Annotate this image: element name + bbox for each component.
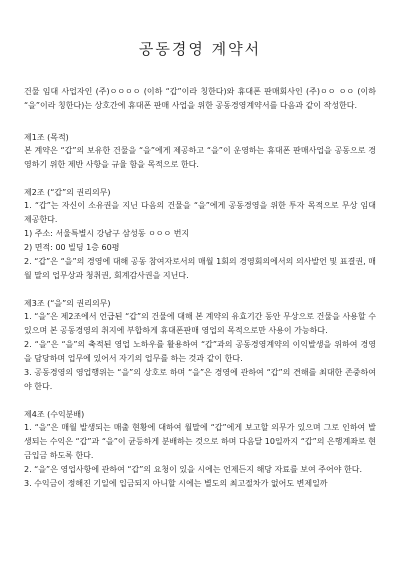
article-heading: 제4조 (수익분배) <box>24 410 85 419</box>
article-clause: 3. 공동경영의 영업행위는 “을”의 상호로 하며 “을”은 경영에 관하여 “갑”의 견해를 최대한 존중하여야 한다. <box>24 368 376 391</box>
article-heading: 제3조 (“을”의 권리의무) <box>24 299 111 308</box>
section-article-2 <box>24 186 376 283</box>
document-title: 공동경영 계약서 <box>138 40 262 58</box>
article-clause: 1. “을”은 제2조에서 언급된 “갑”의 건물에 대해 본 계약의 유효기간 동안 무상으로 건물을 사용할 수 있으며 본 공동경영의 취지에 부합하게 휴대폰판매 영업의 목적으로만 사용이 가능하다. <box>24 312 376 335</box>
article-heading: 제2조 (“갑”의 권리의무) <box>24 188 111 197</box>
section-article-1 <box>24 131 376 172</box>
article-clause: 2. “을”은 영업사항에 관하여 “갑”의 요청이 있을 시에는 언제든지 해당 자료를 보여 주어야 한다. <box>24 465 363 474</box>
article-clause: 1. “을”은 매월 발생되는 매출 현황에 대하여 월말에 “갑”에게 보고할 의무가 있으며 그로 인하여 발생되는 수익은 “갑”과 “을”이 균등하게 분배하는 것으로 하며 다음달 10일까지 “갑”의 은행계좌로 현금입금 하도록 한다. <box>24 423 376 460</box>
intro-paragraph: 건물 임대 사업자인 (주)ㅇㅇㅇㅇ (이하 “갑”이라 칭한다)와 휴대폰 판매회사인 (주)ㅇㅇ ㅇㅇ (이하 “을”이라 칭한다)는 상호간에 휴대폰 판매 사업을 위한 공동경영계약서를 다음과 같이 작성한다. <box>24 87 376 110</box>
article-clause: 본 계약은 “갑”의 보유한 건물을 “을”에게 제공하고 “을”이 운영하는 휴대폰 판매사업을 공동으로 경영하기 위한 제반 사항을 규율 함을 목적으로 한다. <box>24 146 376 169</box>
section-article-4 <box>24 408 376 491</box>
article-heading: 제1조 (목적) <box>24 133 69 142</box>
article-clause: 1. “갑”는 자신이 소유권을 지닌 다음의 건물을 “을”에게 공동경영을 위한 투자 목적으로 무상 임대 제공한다. <box>24 201 376 224</box>
section-article-3 <box>24 297 376 394</box>
article-clause: 3. 수익금이 정해진 기일에 입금되지 아니할 시에는 별도의 최고절차가 없어도 변제일까 <box>24 479 328 488</box>
article-clause: 2. “갑”은 “을”의 경영에 대해 공동 참여자로서의 매월 1회의 경영회의에서의 의사발언 및 표결권, 매월 말의 업무상과 청취권, 회계감사권을 지닌다. <box>24 257 376 280</box>
article-clause: 2. “을”은 “을”의 축적된 영업 노하우를 활용하여 “갑”과의 공동경영계약의 이익발생을 위하여 경영을 담당하며 업무에 있어서 자기의 업무를 하는 것과 같이 한다. <box>24 340 376 363</box>
article-clause: 2) 면적: 00 빌딩 1층 60평 <box>24 243 120 252</box>
article-clause: 1) 주소: 서울특별시 강남구 삼성동 ㅇㅇㅇ 번지 <box>24 229 190 238</box>
